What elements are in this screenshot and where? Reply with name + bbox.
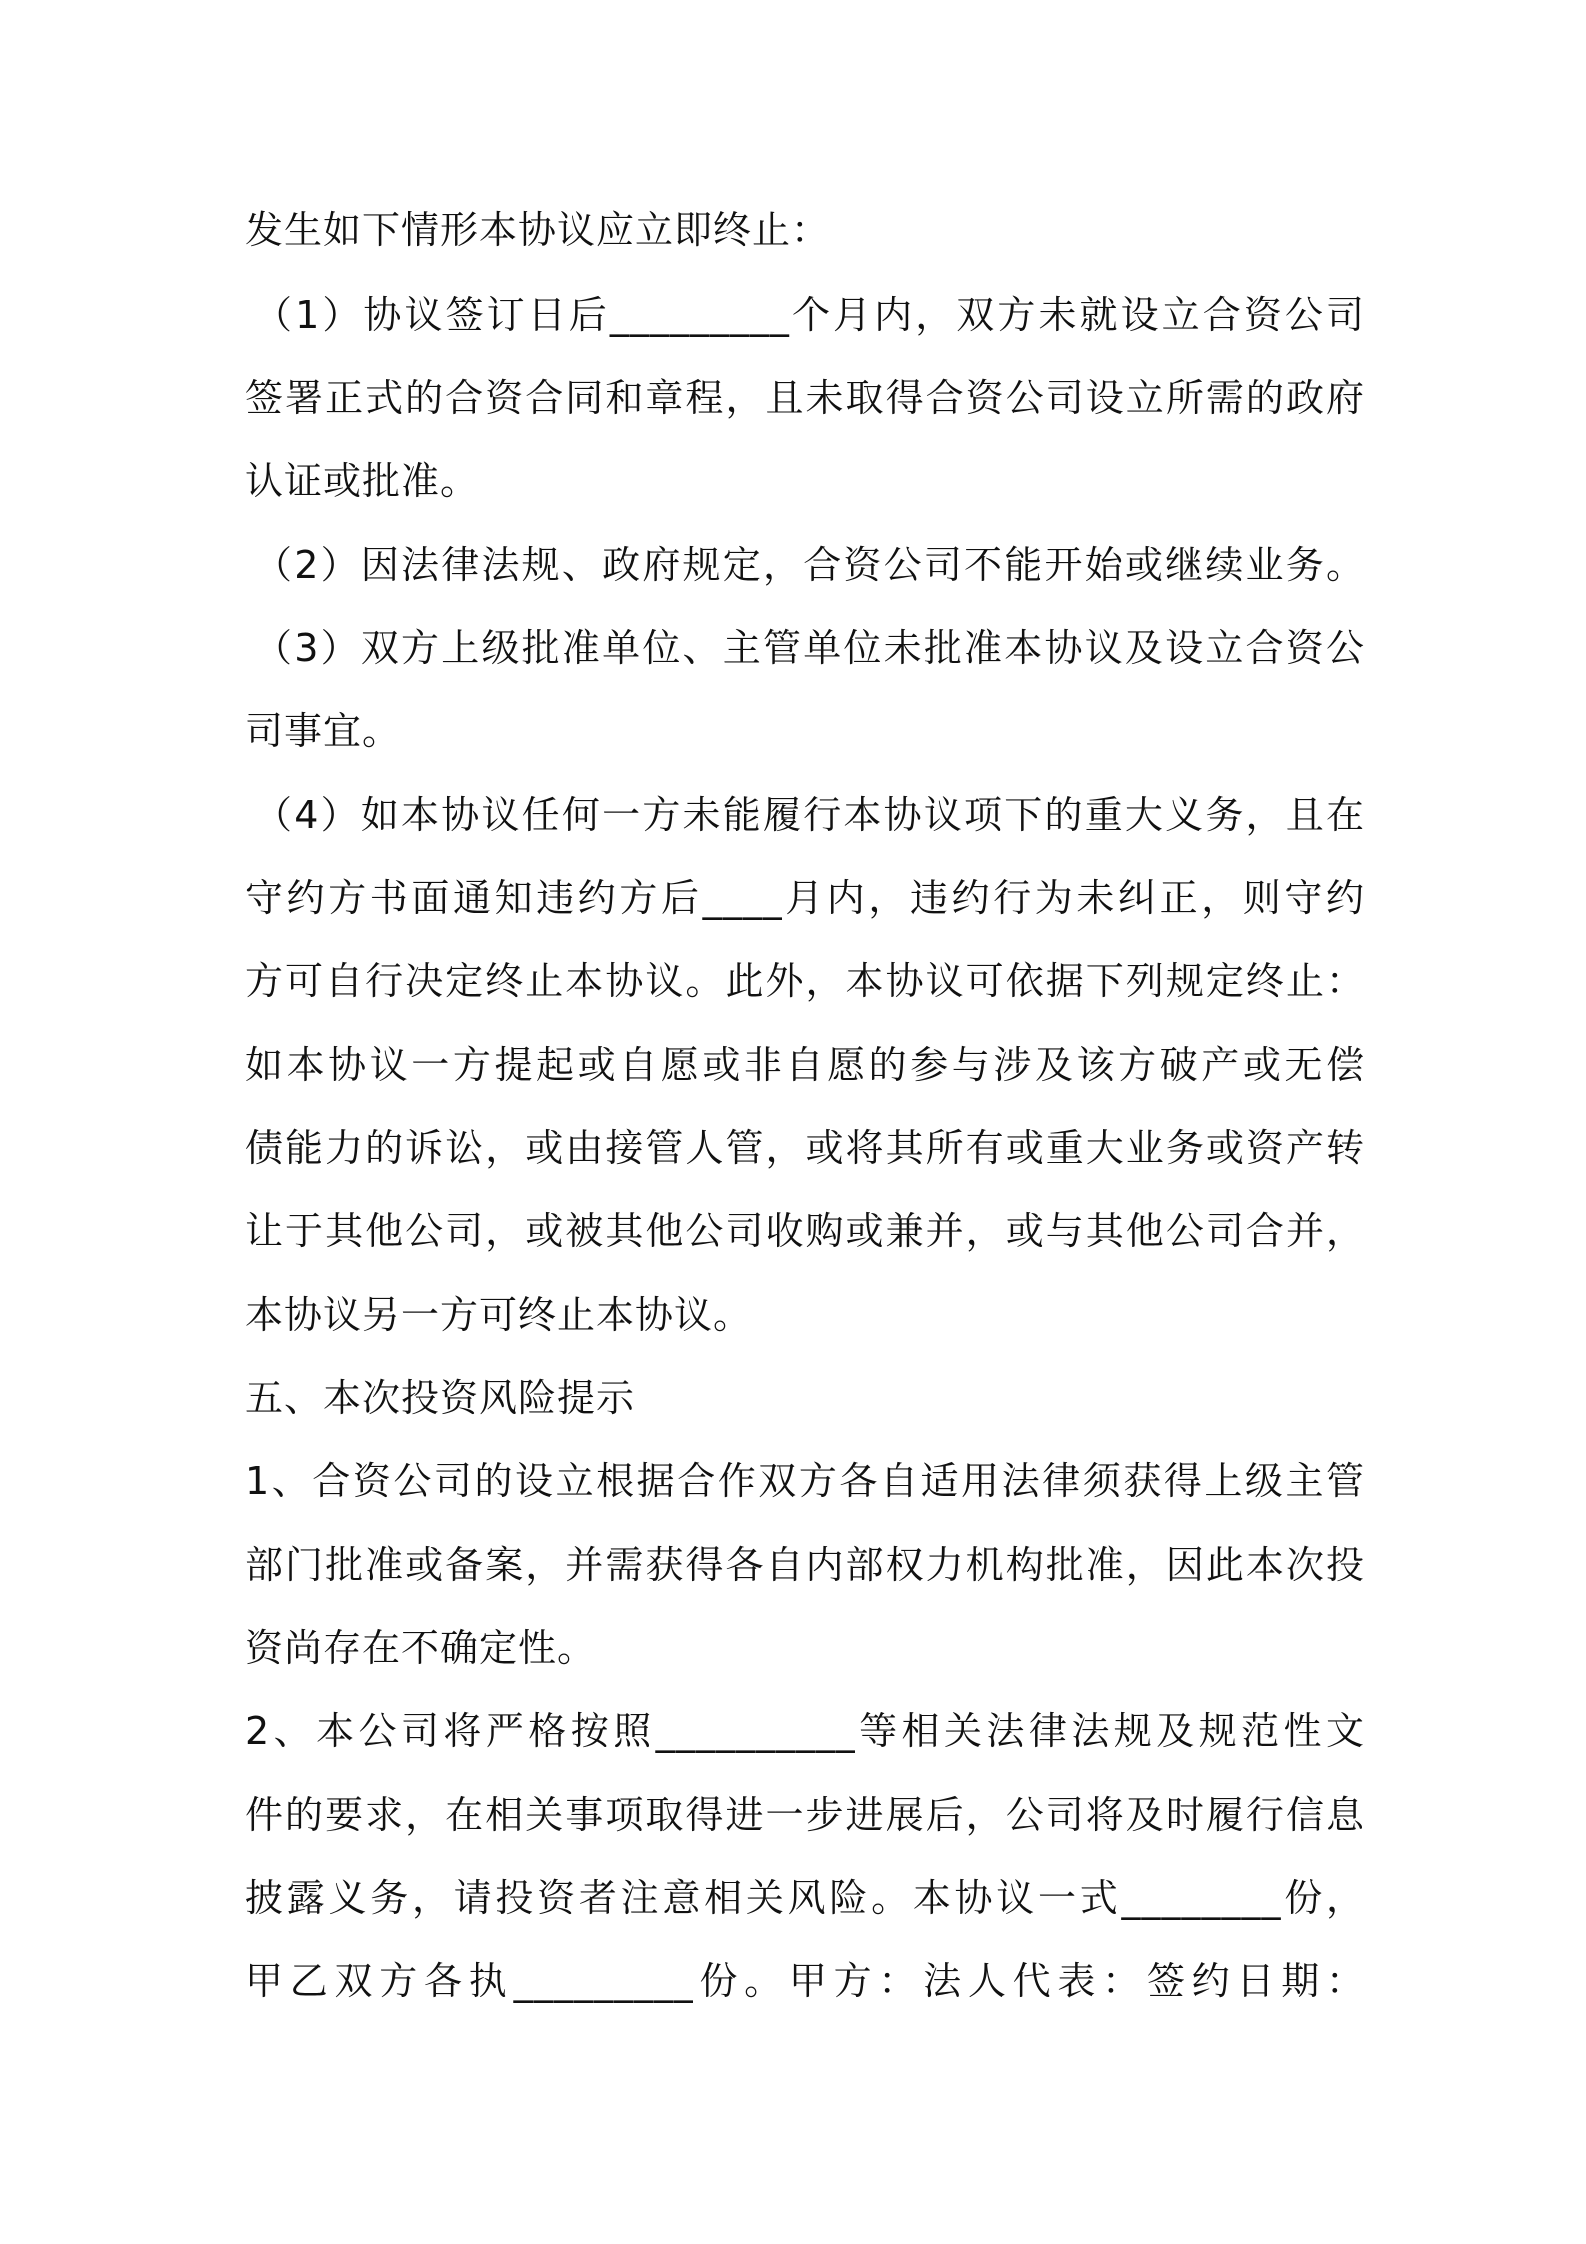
clause-4-line-1: （4）如本协议任何一方未能履行本协议项下的重大义务，且在 bbox=[254, 793, 1365, 837]
clause-4-line-4: 如本协议一方提起或自愿或非自愿的参与涉及该方破产或无偿 bbox=[245, 1043, 1365, 1087]
clause-4-line-3: 方可自行决定终止本协议。此外，本协议可依据下列规定终止： bbox=[245, 959, 1365, 1003]
clause-4-line-6: 让于其他公司，或被其他公司收购或兼并，或与其他公司合并， bbox=[245, 1209, 1365, 1253]
clause-3-line-2: 司事宜。 bbox=[245, 709, 402, 753]
clause-4-line-7: 本协议另一方可终止本协议。 bbox=[245, 1293, 753, 1337]
clause-1-line-1: （1）协议签订日后_________个月内，双方未就设立合资公司 bbox=[254, 293, 1365, 337]
risk-1-line-3: 资尚存在不确定性。 bbox=[245, 1626, 597, 1670]
clause-4-line-5: 债能力的诉讼，或由接管人管，或将其所有或重大业务或资产转 bbox=[245, 1126, 1365, 1170]
section-heading-risk: 五、本次投资风险提示 bbox=[245, 1376, 636, 1420]
clause-2-line-1: （2）因法律法规、政府规定，合资公司不能开始或继续业务。 bbox=[254, 543, 1365, 587]
risk-2-line-2: 件的要求，在相关事项取得进一步进展后，公司将及时履行信息 bbox=[245, 1793, 1365, 1837]
clause-4-line-2: 守约方书面通知违约方后____月内，违约行为未纠正，则守约 bbox=[245, 876, 1365, 920]
clause-1-line-3: 认证或批准。 bbox=[245, 459, 480, 503]
paragraph-intro: 发生如下情形本协议应立即终止： bbox=[245, 208, 831, 252]
clause-3-line-1: （3）双方上级批准单位、主管单位未批准本协议及设立合资公 bbox=[254, 626, 1365, 670]
risk-1-line-2: 部门批准或备案，并需获得各自内部权力机构批准，因此本次投 bbox=[245, 1543, 1365, 1587]
risk-2-line-4: 甲乙双方各执_________份。甲方：法人代表：签约日期： bbox=[245, 1959, 1365, 2003]
risk-2-line-1: 2、本公司将严格按照__________等相关法律法规及规范性文 bbox=[245, 1709, 1365, 1753]
risk-2-line-3: 披露义务，请投资者注意相关风险。本协议一式________份， bbox=[245, 1876, 1365, 1920]
clause-1-line-2: 签署正式的合资合同和章程，且未取得合资公司设立所需的政府 bbox=[245, 376, 1365, 420]
risk-1-line-1: 1、合资公司的设立根据合作双方各自适用法律须获得上级主管 bbox=[245, 1459, 1365, 1503]
